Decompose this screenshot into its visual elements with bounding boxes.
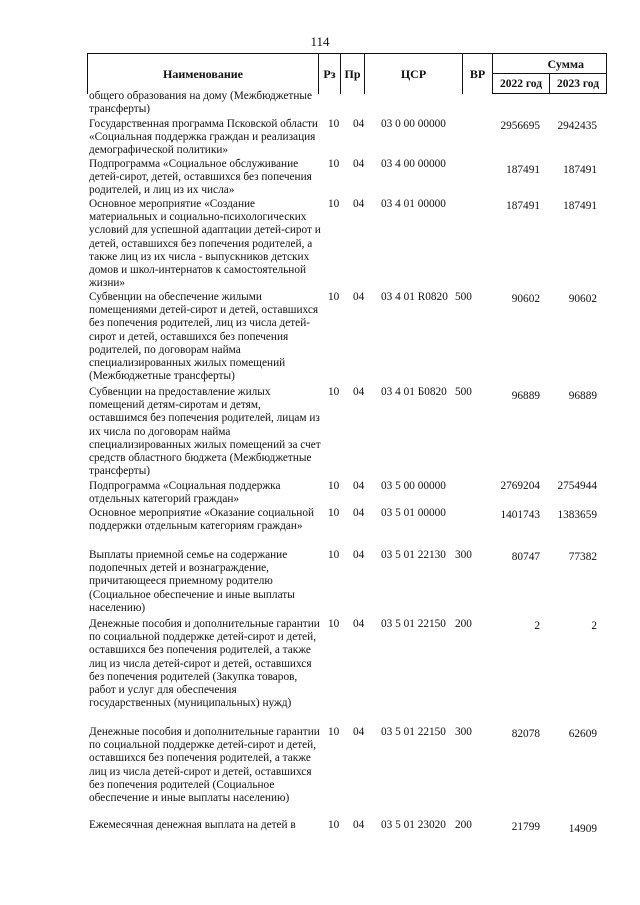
row-rz: 10 [328,819,340,831]
header-sum-group [493,54,606,94]
row-pr: 04 [353,480,365,492]
row-sum-2022: 96889 [511,390,540,402]
row-csr: 03 0 00 00000 [381,118,446,130]
header-vr: ВР [463,54,493,94]
row-csr: 03 4 01 Б0820 [381,386,447,398]
row-rz: 10 [328,507,340,519]
header-pr: Пр [341,54,365,94]
row-rz: 10 [328,386,340,398]
row-pr: 04 [353,158,365,170]
row-vr: 300 [455,549,472,561]
row-rz: 10 [328,726,340,738]
table-row [0,291,640,386]
row-sum-2023: 14909 [568,823,597,835]
row-sum-2023: 2 [591,620,597,632]
table-row [0,549,640,618]
row-name: Денежные пособия и дополнительные гарантии по социальной поддержке детей-сирот и детей, оставшихся без попечения родителей, а также лиц из числа детей-сирот и детей, оставшихся без попечения родителей (Закупка товаров, работ и услуг для обеспечения государственных (муниципальных) нужд) [89,618,320,710]
row-sum-2023: 62609 [568,728,597,740]
table-row [0,158,640,198]
page-number: 114 [310,34,330,49]
row-vr: 200 [455,819,472,831]
row-name: Выплаты приемной семье на содержание подопечных детей и вознаграждение, причитающееся приемному родителю (Социальное обеспечение и иные выплаты населению) [89,549,295,614]
row-rz: 10 [328,291,340,303]
row-rz: 10 [328,549,340,561]
header-sum: Сумма [493,54,606,74]
row-name: общего образования на дому (Межбюджетные трансферты) [89,90,312,116]
row-sum-2023: 96889 [568,390,597,402]
row-name: Субвенции на предоставление жилых помещений детям-сиротам и детям, оставшимся без попечения родителей, лицам из их числа по договорам найма специализированных жилых помещений за счет средств областного бюджета (Межбюджетные трансферты) [89,386,321,478]
row-csr: 03 5 01 22150 [381,618,446,630]
row-pr: 04 [353,726,365,738]
row-sum-2023: 1383659 [557,509,597,521]
row-rz: 10 [328,158,340,170]
table-header [87,53,607,94]
row-pr: 04 [353,386,365,398]
row-name: Субвенции на обеспечение жилыми помещениями детей-сирот и детей, оставшихся без попечения родителей, лиц из числа детей-сирот и детей, оставшихся без попечения родителей, по договорам найма специализированных жилых помещений (Межбюджетные трансферты) [89,291,319,383]
table-row [0,386,640,480]
row-sum-2022: 90602 [511,293,540,305]
row-pr: 04 [353,291,365,303]
row-csr: 03 5 01 22150 [381,726,446,738]
row-pr: 04 [353,198,365,210]
row-csr: 03 5 01 23020 [381,819,446,831]
table-row [0,819,640,839]
row-sum-2022: 2769204 [500,480,540,492]
row-sum-2023: 187491 [563,164,597,176]
table-row [0,118,640,158]
row-name: Основное мероприятие «Оказание социальной поддержки отдельным категориям граждан» [89,507,315,533]
row-sum-2022: 187491 [506,200,540,212]
row-rz: 10 [328,118,340,130]
header-csr: ЦСР [365,54,463,94]
row-csr: 03 5 01 00000 [381,507,446,519]
row-sum-2022: 2 [534,620,540,632]
row-rz: 10 [328,198,340,210]
table-row [0,726,640,819]
row-pr: 04 [353,618,365,630]
row-csr: 03 4 00 00000 [381,158,446,170]
row-name: Основное мероприятие «Создание материальных и социально-психологических условий для успешной адаптации детей-сирот и детей, оставшихся без попечения родителей, а также лиц из их числа - выпускников детских домов и школ-интернатов к самостоятельной жизни» [89,198,321,290]
row-vr: 500 [455,291,472,303]
row-vr: 200 [455,618,472,630]
header-year-2023: 2023 год [550,74,606,94]
row-name: Государственная программа Псковской области «Социальная поддержка граждан и реализация демографической политики» [89,118,318,157]
table-row [0,507,640,549]
row-csr: 03 4 01 R0820 [381,291,448,303]
row-csr: 03 4 01 00000 [381,198,446,210]
row-sum-2023: 187491 [563,200,597,212]
table-body [0,90,640,839]
header-name: Наименование [88,54,319,94]
row-sum-2022: 187491 [506,164,540,176]
header-year-2022: 2022 год [493,74,550,94]
row-sum-2023: 2754944 [557,480,597,492]
row-rz: 10 [328,480,340,492]
row-csr: 03 5 00 00000 [381,480,446,492]
row-sum-2022: 82078 [511,728,540,740]
row-pr: 04 [353,549,365,561]
row-name: Ежемесячная денежная выплата на детей в [89,819,296,831]
row-pr: 04 [353,507,365,519]
row-name: Подпрограмма «Социальное обслуживание детей-сирот, детей, оставшихся без попечения родителей, и лиц из их числа» [89,158,312,197]
row-sum-2022: 21799 [511,821,540,833]
row-pr: 04 [353,819,365,831]
header-rz: Рз [319,54,341,94]
row-sum-2022: 2956695 [500,120,540,132]
table-row [0,480,640,507]
row-name: Подпрограмма «Социальная поддержка отдельных категорий граждан» [89,480,281,506]
row-sum-2023: 77382 [568,551,597,563]
row-vr: 300 [455,726,472,738]
table-row [0,198,640,291]
row-sum-2022: 80747 [511,551,540,563]
row-sum-2023: 90602 [568,293,597,305]
row-rz: 10 [328,618,340,630]
row-vr: 500 [455,386,472,398]
row-name: Денежные пособия и дополнительные гарантии по социальной поддержке детей-сирот и детей, оставшихся без попечения родителей, а также лиц из числа детей-сирот и детей, оставшихся без попечения родителей (Социальное обеспечение и иные выплаты населению) [89,726,320,805]
table-row [0,618,640,726]
row-sum-2022: 1401743 [500,509,540,521]
row-sum-2023: 2942435 [557,120,597,132]
row-csr: 03 5 01 22130 [381,549,446,561]
row-pr: 04 [353,118,365,130]
table-row [0,90,640,116]
